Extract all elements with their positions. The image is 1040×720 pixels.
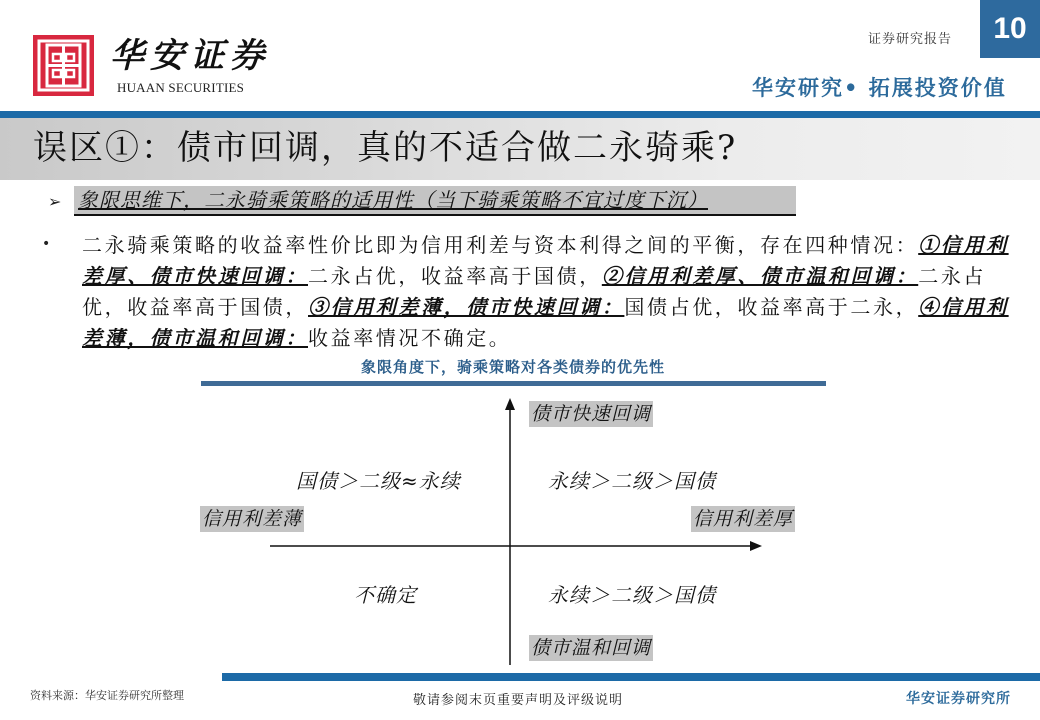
page-title: 误区①：债市回调，真的不适合做二永骑乘?	[33, 128, 738, 168]
para-emphasis-case-2: ②信用利差厚、债市温和回调：	[601, 264, 919, 288]
para-segment: 二永占优，收益率高于国债，	[82, 264, 987, 319]
para-emphasis-case-3: ③信用利差薄，债市快速回调：	[308, 295, 625, 319]
quadrant-bottom-left: 不确定	[354, 583, 417, 607]
quadrant-bottom-right: 永续＞二级＞国债	[548, 583, 716, 607]
subheading-text: 象限思维下，二永骑乘策略的适用性（当下骑乘策略不宜过度下沉）	[78, 188, 708, 212]
axis-label-right: 信用利差厚	[693, 508, 794, 530]
axis-label-top: 债市快速回调	[531, 403, 652, 425]
report-type-label: 证券研究报告	[868, 32, 953, 47]
footer-brand: 华安证券研究所	[906, 691, 1011, 707]
page-number: 10	[980, 0, 1040, 58]
company-name-en: HUAAN SECURITIES	[117, 80, 245, 95]
para-segment: 二永骑乘策略的收益率性价比即为信用利差与资本利得之间的平衡，存在四种情况：	[82, 233, 919, 257]
company-name-cn: 华安证券	[110, 36, 270, 76]
para-emphasis-case-4: ④信用利差薄，债市温和回调：	[82, 295, 1009, 350]
axis-label-left: 信用利差薄	[202, 508, 303, 530]
para-segment: 二永占优，收益率高于国债，	[308, 264, 602, 288]
para-segment: 国债占优，收益率高于二永，	[624, 295, 919, 319]
source-note: 资料来源：华安证券研究所整理	[30, 689, 184, 702]
para-segment: 收益率情况不确定。	[308, 326, 512, 350]
slogan: 华安研究• 拓展投资价值	[752, 75, 1007, 100]
arrow-bullet-icon: ➢	[48, 192, 62, 211]
quadrant-top-left: 国债＞二级≈永续	[296, 469, 461, 493]
disclaimer: 敬请参阅末页重要声明及评级说明	[413, 693, 624, 708]
bullet-icon: •	[42, 236, 51, 252]
para-emphasis-case-1: ①信用利差厚、债市快速回调：	[82, 233, 1009, 288]
axis-label-bottom: 债市温和回调	[531, 637, 652, 659]
footer-divider	[222, 673, 1040, 681]
quadrant-top-right: 永续＞二级＞国债	[548, 469, 716, 493]
figure-title: 象限角度下，骑乘策略对各类债券的优先性	[360, 358, 665, 376]
